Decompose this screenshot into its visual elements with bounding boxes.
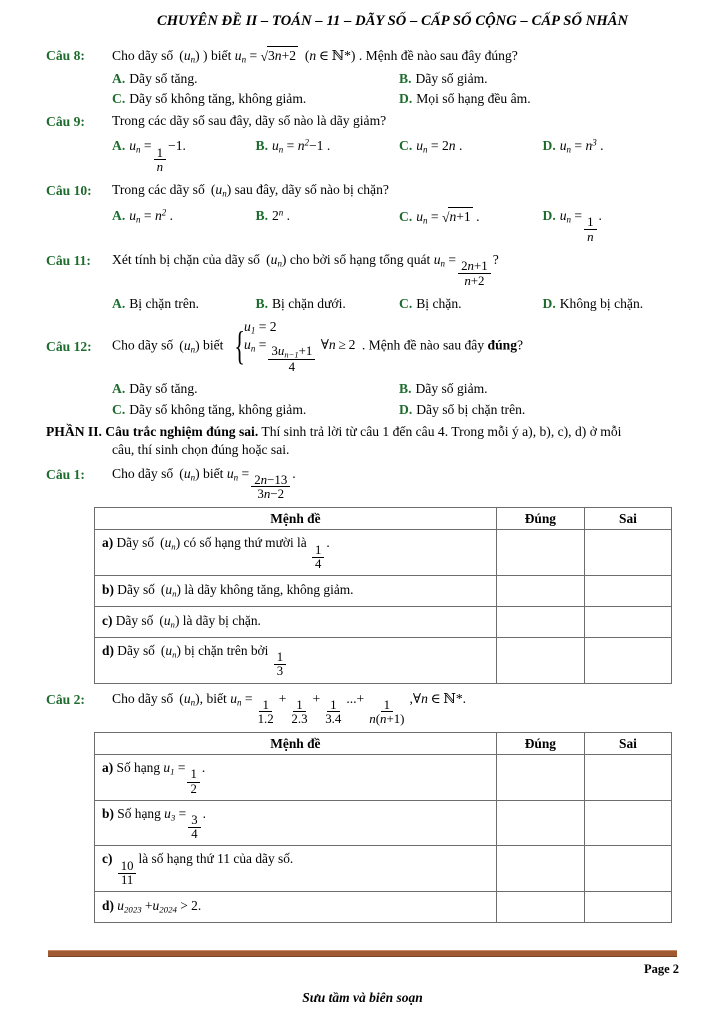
question-stem — [106, 46, 686, 67]
seq-notation: $(u_n)$ — [158, 642, 181, 660]
option-key: B. — [255, 138, 268, 154]
seq-notation: $(u_n)$ — [176, 337, 200, 355]
statement-key: a) — [102, 535, 114, 551]
seq-notation: $(u_n)$ — [176, 48, 200, 65]
statement-text-pre: Dãy số — [116, 535, 155, 551]
statement-key: c) — [102, 851, 113, 867]
question-label: Câu 11: — [46, 252, 91, 268]
question-stem: Trong các dãy số sau đây, dãy số nào là dãy giảm? — [112, 113, 387, 129]
stem-text-b: cho bởi số hạng tổng quát — [289, 251, 431, 267]
option-text: Dãy số giảm. — [415, 380, 488, 396]
question-label: Câu 12: — [46, 338, 92, 354]
option-key: B. — [255, 296, 268, 312]
footer-credit: Sưu tầm và biên soạn — [302, 990, 423, 1005]
stem-text-b: , biết — [199, 690, 227, 706]
option-key: C. — [399, 208, 413, 224]
options-cau-12 — [112, 380, 686, 398]
question-label: Câu 9: — [46, 114, 85, 130]
table-row — [95, 637, 672, 683]
option-c[interactable] — [112, 90, 399, 108]
option-a[interactable] — [112, 295, 256, 313]
statement-cell-b — [95, 575, 497, 606]
statement-text-mid: bị chặn trên bởi — [184, 642, 269, 658]
fraction-denominator: 4 — [191, 827, 198, 842]
statement-text-pre: Dãy số — [117, 582, 155, 598]
question-cau-12 — [46, 319, 686, 374]
statement-key: d) — [102, 898, 114, 914]
seq-notation: $(u_n)$ — [176, 690, 200, 708]
option-formula: $u_n = n^2-1$ . — [271, 138, 331, 156]
stem-text-a: Xét tính bị chặn của dãy số — [112, 251, 260, 267]
option-key: C. — [112, 91, 126, 107]
answer-cell-true[interactable] — [496, 800, 584, 846]
seq-notation: $(u_n)$ — [158, 582, 181, 599]
document-body — [46, 46, 686, 929]
option-d[interactable] — [543, 137, 687, 173]
fraction-numerator: 1 — [187, 768, 199, 782]
option-formula: $u_n = 2n$ . — [416, 138, 463, 156]
option-b[interactable] — [399, 380, 686, 398]
answer-cell-true[interactable] — [496, 892, 584, 923]
column-header-statement: Mệnh đề — [95, 732, 497, 755]
stem-text-a: Cho dãy số — [112, 690, 174, 706]
statement-text-post: . — [202, 805, 206, 821]
answer-cell-true[interactable] — [496, 846, 584, 892]
option-text: Không bị chặn. — [559, 296, 644, 312]
options-cau-8-row2 — [112, 90, 686, 108]
statement-key: d) — [102, 642, 114, 658]
seq-notation: $(u_n)$ — [156, 613, 180, 630]
statement-text-post: là số hạng thứ 11 của dãy số. — [138, 851, 294, 867]
statement-cell-b — [95, 800, 497, 846]
fraction-denominator: 3 — [276, 664, 284, 679]
statement-cell-d — [95, 637, 497, 683]
stem-text: Cho dãy số — [112, 48, 174, 63]
option-d[interactable] — [399, 401, 686, 419]
option-key: C. — [399, 138, 413, 154]
option-key: C. — [112, 401, 126, 417]
options-cau-9 — [112, 137, 686, 173]
answer-cell-false[interactable] — [584, 892, 671, 923]
option-key: A. — [112, 207, 126, 223]
option-d[interactable] — [543, 295, 687, 313]
option-key: D. — [542, 138, 556, 154]
question-stem — [106, 319, 686, 374]
option-text: Dãy số bị chặn trên. — [416, 401, 526, 417]
statement-text-mid: là dãy bị chặn. — [182, 613, 261, 629]
option-key: D. — [399, 401, 413, 417]
question-stem — [106, 690, 686, 726]
question-stem — [106, 181, 686, 201]
statement-cell-c — [95, 606, 497, 637]
fraction-one-third — [274, 651, 286, 678]
option-key: D. — [542, 296, 556, 312]
question-cau-10 — [46, 181, 686, 201]
fraction-one-fourth — [312, 544, 324, 571]
table-header-row — [95, 732, 672, 755]
question-stem — [106, 465, 686, 501]
statement-text-pre: Số hạng — [116, 760, 161, 776]
answer-cell-false[interactable] — [584, 755, 671, 801]
option-text: Dãy số giảm. — [415, 70, 488, 86]
answer-cell-true[interactable] — [496, 575, 584, 606]
answer-cell-true[interactable] — [496, 755, 584, 801]
formula-series-sum: $u_n$ = $\frac{1}{1.2}$ + $\frac{1}{2.3}$ + $\frac{1}{3.4}$ ...+ $\frac{1}{n(n+1)}$ ,∀n ∈ ℕ*. — [230, 690, 467, 727]
answer-cell-true[interactable] — [496, 530, 584, 576]
statement-text-pre: Dãy số — [115, 613, 154, 629]
statement-text-post: . — [201, 760, 206, 776]
left-brace-glyph: { — [234, 323, 245, 369]
option-formula: $u_n$ = $\frac{1}{n}$ . — [559, 207, 602, 244]
system-line-2: $u_n$ = $\frac{3u_{n-1}+1}{4}$ ∀n ≥ 2 — [244, 336, 356, 375]
option-key: A. — [112, 138, 126, 154]
question-label: Câu 10: — [46, 183, 92, 199]
question-cau-8 — [46, 46, 686, 67]
question-tf-cau-2 — [46, 690, 686, 726]
column-header-true: Đúng — [496, 507, 584, 530]
option-d[interactable] — [543, 207, 687, 243]
fraction-numerator: 1 — [312, 544, 324, 558]
table-row — [95, 892, 672, 923]
answer-cell-false[interactable] — [584, 575, 671, 606]
options-cau-8 — [112, 70, 686, 88]
denominator-1: 1.2 — [257, 711, 274, 727]
column-header-statement: Mệnh đề — [95, 507, 497, 530]
statement-key: b) — [102, 805, 114, 821]
answer-cell-false[interactable] — [584, 606, 671, 637]
fraction-numerator: 3 — [188, 814, 200, 828]
equals-sign: = — [178, 805, 187, 821]
answer-cell-false[interactable] — [584, 846, 671, 892]
column-header-true: Đúng — [496, 732, 584, 755]
fraction-numerator: 1 — [274, 651, 286, 665]
option-a[interactable] — [112, 380, 399, 398]
table-row — [95, 846, 672, 892]
option-key: B. — [255, 207, 268, 223]
option-formula: $u_n$ = $\frac{1}{n}$ −1. — [129, 138, 186, 174]
fraction-numerator: 10 — [118, 860, 137, 874]
stem-text-b: biết — [203, 337, 224, 353]
stem-text-a: Trong các dãy số — [112, 182, 205, 198]
seq-notation: $(u_n)$ — [176, 465, 200, 483]
part-2-line1: Thí sinh trả lời từ câu 1 đến câu 4. Trong mỗi ý a), b), c), d) ở mỗi — [258, 423, 622, 439]
part-2-line2: câu, thí sinh chọn đúng hoặc sai. — [112, 441, 290, 457]
statement-text-mid: có số hạng thứ mười là — [183, 535, 307, 551]
table-row — [95, 575, 672, 606]
options-cau-12-row2 — [112, 401, 686, 419]
fraction-denominator: 11 — [121, 872, 134, 887]
option-d[interactable] — [399, 90, 686, 108]
option-text: Bị chặn trên. — [129, 296, 200, 312]
fraction-three-fourths — [188, 814, 200, 841]
seq-notation: $(u_n)$ — [263, 251, 287, 269]
question-label: Câu 8: — [46, 48, 85, 63]
fraction-denominator: 2 — [190, 781, 197, 796]
answer-cell-false[interactable] — [584, 530, 671, 576]
option-c[interactable] — [399, 295, 543, 313]
question-cau-11 — [46, 251, 686, 287]
seq-notation: $(u_n)$ — [157, 535, 181, 553]
table-row — [95, 606, 672, 637]
option-text: Dãy số tăng. — [129, 70, 198, 86]
option-key: D. — [542, 207, 556, 223]
answer-cell-false[interactable] — [584, 800, 671, 846]
option-b[interactable] — [399, 70, 686, 88]
column-header-false: Sai — [584, 507, 671, 530]
formula-un-frac: $u_n$ = $\frac{2n-13}{3n-2}$ . — [226, 465, 296, 502]
system-line-1: $u_1 = 2$ — [244, 318, 277, 336]
table-row — [95, 800, 672, 846]
statement-text-post: . — [326, 535, 330, 551]
formula-un-sqrt: $u_n = √3n+2$ — [234, 48, 297, 65]
denominator-2: 2.3 — [291, 711, 308, 727]
statement-cell-a — [95, 530, 497, 576]
stem-text-post: . Mệnh đề nào sau đây — [361, 337, 488, 353]
option-text: Bị chặn dưới. — [271, 296, 346, 312]
answer-cell-true[interactable] — [496, 637, 584, 683]
option-formula: $u_n = √n+1$ . — [416, 208, 480, 226]
part-2-title: PHẦN II. Câu trắc nghiệm đúng sai. — [46, 423, 259, 439]
option-key: B. — [399, 70, 412, 86]
stem-text-b: biết — [203, 465, 224, 481]
option-formula: $u_n = n^2$ . — [129, 207, 174, 225]
answer-cell-false[interactable] — [584, 637, 671, 683]
fraction-one-half — [187, 768, 199, 795]
option-a[interactable] — [112, 207, 256, 243]
option-b[interactable] — [256, 137, 400, 173]
table-row — [95, 755, 672, 801]
statement-formula: $u_{2023} +u_{2024} > 2$. — [117, 898, 202, 916]
denominator-3: 3.4 — [325, 711, 342, 727]
option-text: Dãy số tăng. — [129, 380, 198, 396]
statement-cell-d — [95, 892, 497, 923]
statement-text-pre: Dãy số — [117, 642, 155, 658]
truefalse-table-cau-1 — [94, 507, 672, 684]
stem-text-post: . Mệnh đề nào sau đây đúng? — [358, 48, 518, 63]
stem-text-mid: ) biết — [203, 48, 232, 63]
option-b[interactable] — [256, 295, 400, 313]
table-row — [95, 530, 672, 576]
stem-text-b: sau đây, dãy số nào bị chặn? — [234, 182, 389, 198]
option-text: Bị chặn. — [416, 296, 462, 312]
option-text: Dãy số không tăng, không giảm. — [129, 91, 307, 107]
option-formula: $u_n = n^3$ . — [559, 138, 604, 156]
question-cau-9 — [46, 112, 686, 131]
truefalse-table-cau-2 — [94, 732, 672, 923]
question-stem — [106, 251, 686, 287]
option-key: A. — [112, 296, 126, 312]
stem-text-a: Cho dãy số — [112, 337, 174, 353]
formula-un-frac: $u_n$ = $\frac{2n+1}{n+2}$ ? — [433, 251, 499, 288]
options-cau-10 — [112, 207, 686, 243]
options-cau-11 — [112, 295, 686, 313]
seq-notation: $(u_n)$ — [208, 182, 232, 200]
answer-cell-true[interactable] — [496, 606, 584, 637]
statement-cell-c — [95, 846, 497, 892]
option-key: D. — [399, 91, 413, 107]
fraction-ten-elevenths — [118, 860, 137, 887]
table-header-row — [95, 507, 672, 530]
term-variable: $u_1$ — [163, 760, 175, 777]
part-2-heading — [46, 423, 686, 459]
question-tf-cau-1 — [46, 465, 686, 501]
option-b[interactable] — [256, 207, 400, 243]
option-text: Dãy số không tăng, không giảm. — [129, 401, 307, 417]
equals-sign: = — [177, 760, 186, 776]
option-a[interactable] — [112, 70, 399, 88]
option-c[interactable] — [112, 401, 399, 419]
document-header-title: CHUYÊN ĐỀ II – TOÁN – 11 – DÃY SỐ – CẤP SỐ CỘNG – CẤP SỐ NHÂN — [156, 13, 629, 29]
column-header-false: Sai — [584, 732, 671, 755]
fraction-denominator: 4 — [315, 556, 322, 571]
system-of-equations — [230, 319, 356, 374]
footer-divider-rule — [48, 950, 677, 957]
option-key: B. — [399, 380, 412, 396]
option-key: A. — [112, 70, 126, 86]
option-key: A. — [112, 380, 126, 396]
term-variable: $u_3$ — [164, 805, 176, 823]
statement-cell-a — [95, 755, 497, 801]
page-number: Page 2 — [643, 962, 679, 976]
statement-key: c) — [102, 613, 113, 629]
statement-text-mid: là dãy không tăng, không giảm. — [184, 582, 354, 598]
question-label: Câu 2: — [46, 691, 85, 707]
stem-bold-word: đúng — [487, 337, 518, 353]
condition-natural: (n ∈ ℕ*) — [301, 48, 356, 63]
question-label: Câu 1: — [46, 466, 85, 482]
option-a[interactable] — [112, 137, 256, 173]
stem-text-a: Cho dãy số — [112, 465, 174, 481]
statement-key: b) — [102, 582, 114, 598]
option-c[interactable] — [399, 207, 543, 243]
option-formula: 2$^n$ . — [271, 207, 291, 223]
option-c[interactable] — [399, 137, 543, 173]
statement-text-pre: Số hạng — [117, 805, 161, 821]
option-key: C. — [399, 296, 413, 312]
statement-key: a) — [102, 760, 114, 776]
stem-text-end: ? — [517, 337, 524, 353]
option-text: Mọi số hạng đều âm. — [416, 91, 531, 107]
